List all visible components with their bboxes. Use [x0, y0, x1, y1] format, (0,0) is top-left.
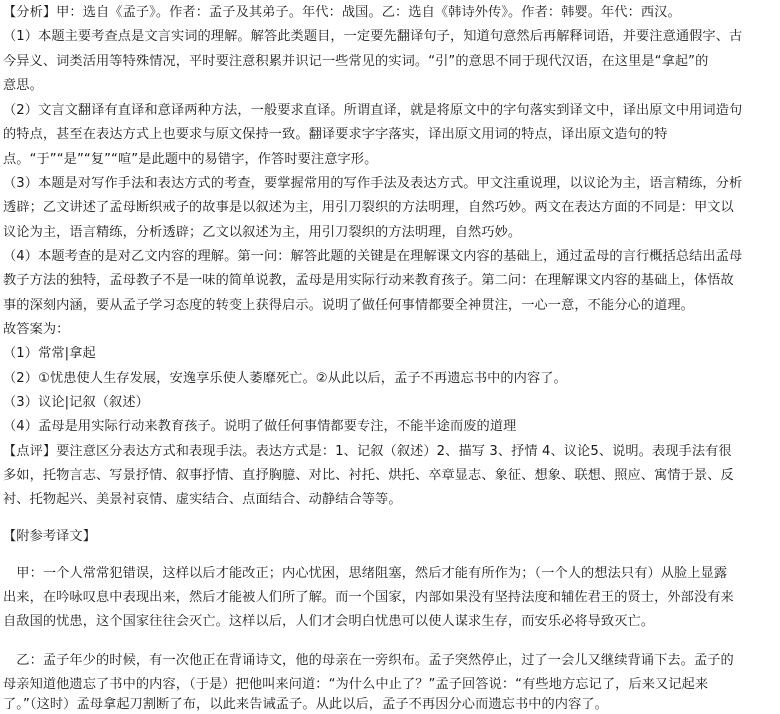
translation-para-1-line: 出来，在吟咏叹息中表现出来，然后才能被人们所了解。而一个国家，内部如果没有坚持法度和辅佐君王的贤士，外部没有来	[3, 590, 734, 605]
answer-line: （4）孟母是用实际行动来教育孩子。说明了做任何事情都要专注，不能半途而废的道理	[3, 419, 517, 434]
translation-heading: 【附参考译文】	[3, 529, 97, 544]
analysis-line: 教子方法的独特，孟母教子不是一味的简单说教，孟母是用实际行动来教育孩子。第二问：在理解课文内容的基础上，体悟故	[3, 273, 734, 288]
analysis-line: （1）本题主要考查点是文言实词的理解。解答此类题目，一定要先翻译句子，知道句意然后再解释词语，并要注意通假字、古	[3, 29, 743, 44]
answer-line: （2）①忧患使人生存发展，安逸享乐使人萎靡死亡。②从此以后，孟子不再遗忘书中的内容了。	[3, 371, 567, 386]
analysis-line: 今异义、词类活用等特殊情况，平时要注意积累并识记一些常见的实词。“引”的意思不同于现代汉语，在这里是“拿起”的	[3, 54, 709, 69]
analysis-line: 【分析】甲：选自《孟子》。作者：孟子及其弟子。年代：战国。乙：选自《韩诗外传》。作者：韩婴。年代：西汉。	[3, 5, 681, 20]
analysis-line: （4）本题考查的是对乙文内容的理解。第一问：解答此题的关键是在理解课文内容的基础上，通过孟母的言行概括总结出孟母	[3, 249, 743, 264]
analysis-line: 事的深刻内涵，要从孟子学习态度的转变上获得启示。说明了做任何事情都要全神贯注，一心一意，不能分心的道理。	[3, 298, 694, 313]
analysis-line: 点。“于”“是”“复”“喧”是此题中的易错字，作答时要注意字形。	[3, 152, 378, 167]
translation-para-2-line: 母亲知道他遗忘了书中的内容，（于是）把他叫来问道：“为什么中止了？”孟子回答说：“有些地方忘记了，后来又记起来	[3, 677, 709, 692]
translation-para-1-line: 自敌国的忧患，这个国家往往会灭亡。这样以后，人们才会明白忧患可以使人谋求生存，而安乐必将导致灭亡。	[3, 614, 655, 629]
translation-para-2-line: 了。”（这时）孟母拿起刀割断了布，以此来告诫孟子。从此以后，孟子不再因分心而遗忘书中的内容了。	[3, 697, 608, 712]
answer-line: （3）议论|记叙（叙述）	[3, 395, 149, 410]
commentary-line: 衬、托物起兴、美景衬哀情、虚实结合、点面结合、动静结合等等。	[3, 492, 402, 507]
analysis-line: （3）本题是对写作手法和表达方式的考查，要掌握常用的写作手法及表达方式。甲文注重说理，以议论为主，语言精练，分析	[3, 176, 743, 191]
commentary-line: 多如，托物言志、写景抒情、叙事抒情、直抒胸臆、对比、衬托、烘托、卒章显志、象征、想象、联想、照应、寓情于景、反	[3, 468, 734, 483]
analysis-line: 议论为主，语言精练，分析透辟；乙文以叙述为主，用引刀裂织的方法明理，自然巧妙。	[3, 225, 522, 240]
analysis-line: 的特点，甚至在表达方式上也要求与原文保持一致。翻译要求字字落实，译出原文用词的特点，译出原文造句的特	[3, 127, 668, 142]
analysis-line: 意思。	[3, 78, 43, 93]
answer-line: （1）常常|拿起	[3, 346, 96, 361]
answer-heading: 故答案为：	[3, 322, 70, 337]
analysis-line: 透辟；乙文讲述了孟母断织戒子的故事是以叙述为主，用引刀裂织的方法明理，自然巧妙。两文在表达方面的不同是：甲文以	[3, 200, 734, 215]
translation-para-2-line: 乙：孟子年少的时候，有一次他正在背诵诗文，他的母亲在一旁织布。孟子突然停止，过了一会儿又继续背诵下去。孟子的	[3, 653, 734, 668]
analysis-line: （2）文言文翻译有直译和意译两种方法，一般要求直译。所谓直译，就是将原文中的字句落实到译文中，译出原文中用词造句	[3, 103, 743, 118]
translation-para-1-line: 甲：一个人常常犯错误，这样以后才能改正；内心忧困，思绪阻塞，然后才能有所作为；（一个人的想法只有）从脸上显露	[3, 566, 728, 581]
commentary-line: 【点评】要注意区分表达方式和表现手法。表达方式是：1、记叙（叙述）2、描写 3、抒情 4、议论5、说明。表现手法有很	[3, 444, 732, 459]
